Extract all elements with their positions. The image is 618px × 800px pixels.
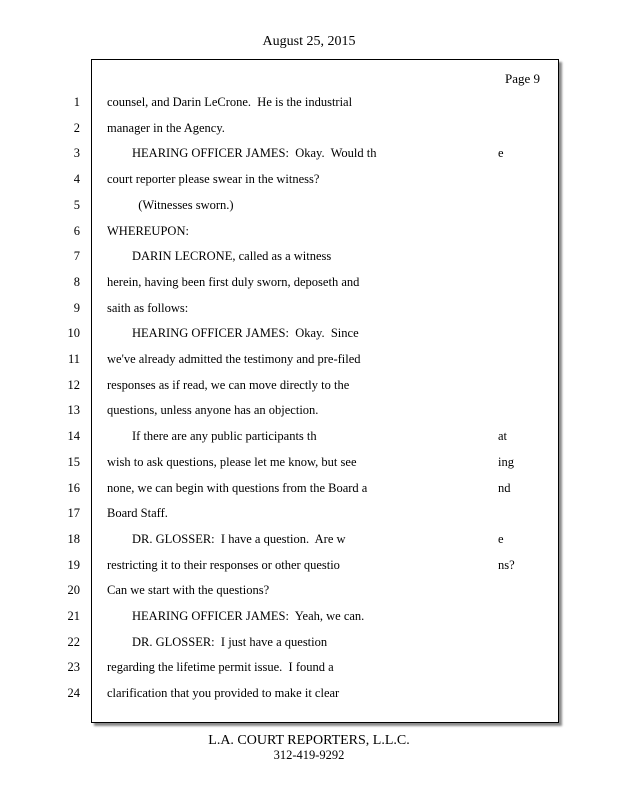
line-tail-text: e: [498, 532, 504, 546]
line-text: If there are any public participants th: [107, 429, 317, 443]
line-text: WHEREUPON:: [107, 224, 189, 238]
line-tail-text: ns?: [498, 558, 515, 572]
line-text: Board Staff.: [107, 506, 168, 520]
line-number: 22: [67, 635, 80, 649]
line-tail-text: at: [498, 429, 508, 443]
line-number: 20: [67, 583, 80, 597]
footer-company: L.A. COURT REPORTERS, L.L.C.: [208, 733, 410, 748]
line-text: we've already admitted the testimony and pre-filed: [107, 352, 361, 366]
line-text: none, we can begin with questions from the Board a: [107, 481, 368, 495]
line-text: counsel, and Darin LeCrone. He is the industrial: [107, 95, 353, 109]
line-number: 18: [67, 532, 80, 546]
line-number: 13: [67, 403, 80, 417]
line-text: manager in the Agency.: [107, 121, 225, 135]
line-text: regarding the lifetime permit issue. I found a: [107, 660, 334, 674]
line-number: 10: [67, 326, 80, 340]
line-tail-text: e: [498, 146, 504, 160]
line-text: DR. GLOSSER: I have a question. Are w: [107, 532, 346, 546]
line-text: (Witnesses sworn.): [107, 198, 234, 212]
line-number: 1: [73, 95, 80, 109]
line-number: 12: [67, 378, 80, 392]
footer-phone: 312-419-9292: [273, 748, 345, 762]
line-number: 17: [67, 506, 80, 520]
line-number: 14: [67, 429, 80, 443]
line-number: 9: [73, 301, 80, 315]
line-tail-text: nd: [498, 481, 511, 495]
line-text: DR. GLOSSER: I just have a question: [107, 635, 328, 649]
line-number: 24: [67, 686, 80, 700]
line-text: responses as if read, we can move directly to the: [107, 378, 350, 392]
line-text: court reporter please swear in the witness?: [107, 172, 320, 186]
line-number: 4: [73, 172, 80, 186]
line-text: saith as follows:: [107, 301, 189, 315]
line-text: herein, having been first duly sworn, deposeth and: [107, 275, 360, 289]
line-text: Can we start with the questions?: [107, 583, 270, 597]
line-text: HEARING OFFICER JAMES: Yeah, we can.: [107, 609, 365, 623]
line-number: 23: [67, 660, 80, 674]
line-number: 2: [73, 121, 80, 135]
line-text: clarification that you provided to make it clear: [107, 686, 340, 700]
line-text: HEARING OFFICER JAMES: Okay. Would th: [107, 146, 377, 160]
line-number: 21: [67, 609, 80, 623]
line-number: 8: [73, 275, 80, 289]
line-tail-text: ing: [498, 455, 514, 469]
line-number: 15: [67, 455, 80, 469]
line-text: restricting it to their responses or other questio: [107, 558, 340, 572]
page-number: Page 9: [504, 71, 540, 86]
line-number: 16: [67, 481, 80, 495]
line-number: 3: [73, 146, 80, 160]
line-number: 5: [73, 198, 80, 212]
line-number: 19: [67, 558, 80, 572]
line-text: HEARING OFFICER JAMES: Okay. Since: [107, 326, 359, 340]
line-number: 7: [73, 249, 80, 263]
header-date: August 25, 2015: [262, 34, 356, 49]
line-number: 6: [73, 224, 80, 238]
line-number: 11: [67, 352, 80, 366]
line-text: DARIN LECRONE, called as a witness: [107, 249, 332, 263]
line-text: questions, unless anyone has an objection.: [107, 403, 319, 417]
line-text: wish to ask questions, please let me know, but see: [107, 455, 357, 469]
